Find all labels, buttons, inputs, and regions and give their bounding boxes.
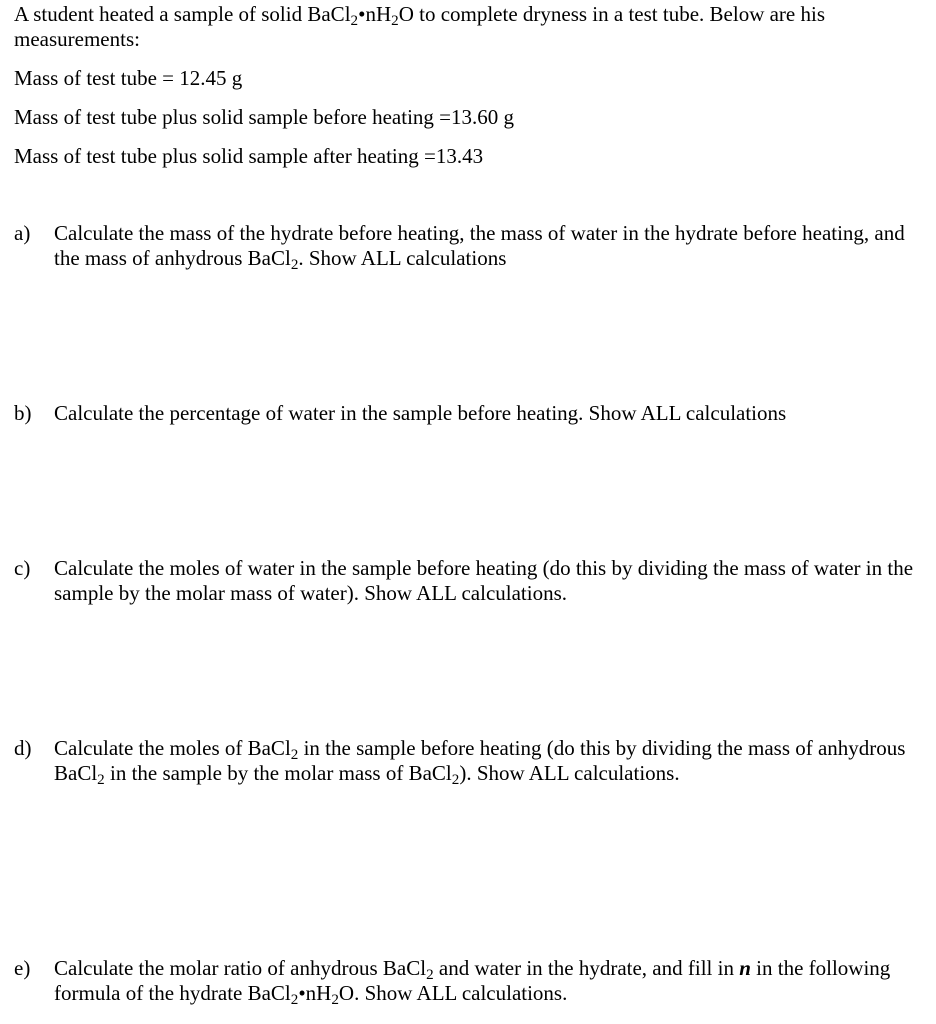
question-c-text: Calculate the moles of water in the sample before heating (do this by dividing the mass of water in the sample by the molar mass of water). Show ALL calculations. — [54, 556, 914, 605]
question-d-text-1: Calculate the moles of BaCl — [54, 736, 291, 760]
question-d-sub-2: 2 — [97, 771, 105, 788]
question-d-sub-1: 2 — [290, 746, 299, 763]
question-a-text-1: Calculate the mass of the hydrate before heating, the mass of water in the hydrate before heating, and the mass of anhydrous BaCl — [54, 221, 905, 270]
question-d-label: d) — [14, 736, 32, 760]
question-a-sub-1: 2 — [290, 256, 299, 273]
question-e-label: e) — [14, 956, 31, 980]
question-a-label: a) — [14, 221, 31, 245]
question-e-text — [54, 956, 924, 1006]
question-e-n-variable: n — [739, 956, 751, 980]
question-b-text: Calculate the percentage of water in the sample before heating. Show ALL calculations — [54, 401, 787, 425]
measurement-before-heating: Mass of test tube plus solid sample before heating =13.60 g — [14, 105, 515, 129]
question-b-label: b) — [14, 401, 32, 425]
question-e-sub-2: 2 — [290, 991, 299, 1008]
intro-text-3: O to complete dryness in a test tube. Below are his measurements: — [14, 2, 826, 51]
question-a-text-2: . Show ALL calculations — [298, 246, 507, 270]
question-d-sub-3: 2 — [451, 771, 460, 788]
question-e-sub-3: 2 — [331, 991, 339, 1008]
question-d-text-3: in the sample by the molar mass of BaCl — [104, 761, 452, 785]
question-e-sub-1: 2 — [426, 966, 434, 983]
question-d-text-2: in the sample before heating (do this by dividing the mass of anhydrous BaCl — [54, 736, 906, 785]
question-e-text-5: O. Show ALL calculations. — [338, 981, 568, 1005]
intro-sub-1: 2 — [350, 12, 359, 29]
question-e-text-2: and water in the hydrate, and fill in — [433, 956, 740, 980]
measurement-test-tube: Mass of test tube = 12.45 g — [14, 66, 243, 90]
intro-paragraph — [14, 2, 929, 52]
question-e-text-4: •nH — [298, 981, 332, 1005]
intro-sub-2: 2 — [391, 12, 399, 29]
measurement-after-heating: Mass of test tube plus solid sample after heating =13.43 — [14, 144, 484, 168]
question-e-text-3: in the following formula of the hydrate BaCl — [54, 956, 891, 1005]
question-e-text-1: Calculate the molar ratio of anhydrous BaCl — [54, 956, 427, 980]
intro-text-2: •nH — [358, 2, 392, 26]
question-c-label: c) — [14, 556, 31, 580]
question-d-text-4: ). Show ALL calculations. — [459, 761, 680, 785]
question-a-text — [54, 221, 924, 271]
question-d-text — [54, 736, 924, 786]
intro-text-1: A student heated a sample of solid BaCl — [14, 2, 351, 26]
